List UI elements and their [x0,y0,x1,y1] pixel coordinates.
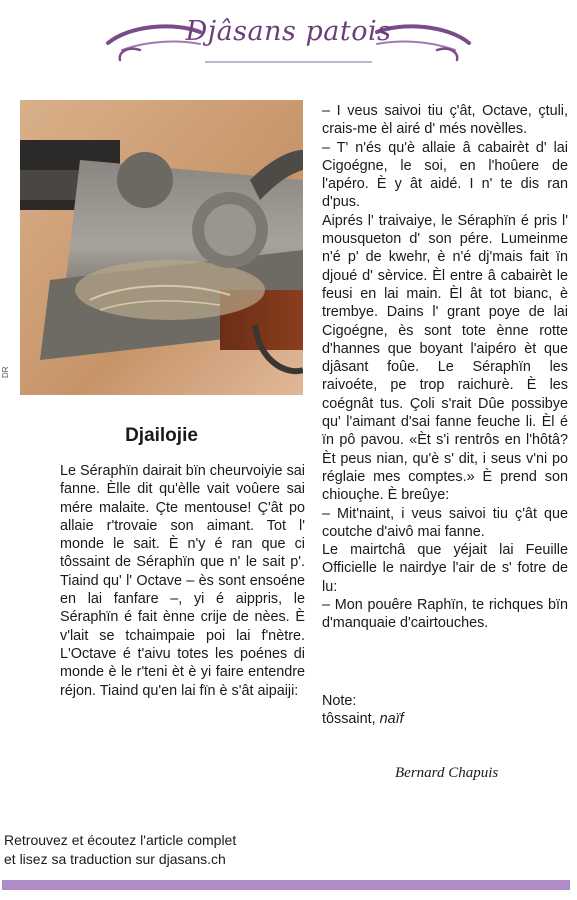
article-headline: Djailojie [125,425,198,446]
footer-promo [4,831,236,869]
author-byline: Bernard Chapuis [395,765,499,781]
footer-line-2: et lisez sa traduction sur djasans.ch [4,851,226,867]
note-separator: , [371,711,380,728]
article-paragraph: – T' n'és qu'è allaie â cabairèt d' lai Cigoégne, le soi, en l'hoûere de l'apéro. È y ât aidé. I n' te dis ran d'pus. [322,139,568,211]
photo-credit: DR [1,366,10,378]
bottom-accent-bar [2,880,570,890]
article-column-right [322,102,568,633]
article-paragraph: – I veus saivoi tiu ç'ât, Octave, çtuli, crais-me èl airé d' més novèlles. [322,103,568,138]
note-label: Note: [322,693,357,709]
page-title: Djâsans patois [185,16,392,47]
article-column-left [60,462,305,700]
article-paragraph: – Mit'naint, i veus saivoi tiu ç'ât que coutche d'aivô mai fanne. [322,505,568,540]
article-photo [20,100,303,395]
note-body [322,710,404,728]
article-note [322,692,404,729]
page-header [0,0,577,80]
footer-line-1: Retrouvez et écoutez l'article complet [4,832,237,848]
note-word: tôssaint [322,711,372,728]
article-paragraph: Le Séraphïn dairait bïn cheurvoiyie sai fanne. Èlle dit qu'èlle vait voûere sai mére malaite. Çte mentouse! Ç'ât po allaie r'trovaie son aimant. Tot l' monde le sait. È n'y é ran que ci tôssaint de Séraphïn que n' le sait p'. Tiaind qu' l' Octave – ès sont ensoéne en lai fanfare –, yi é aippris, le Séraphïn é fait ènne crije de nèes. È v'lait se tchaimpaie poi lai f'nètre. L'Octave é t'aivu totes les poénes di monde è le r'teni èt è yi faire entendre réjon. Tiaind qu'en lai fïn è s'ât aipaiji: [60,463,305,699]
rifle-illustration [20,100,303,395]
article-paragraph: Aiprés l' traivaiye, le Séraphïn é pris l' mousqueton d' son pére. Lumeinme n'é p' de kwehr, è n'é dj'mais fait ïn djoué d' sèrvice. Èl entre â cabairèt le feusi en lai main. Èl ât tot bianc, è trembye. Dains l' grant poye de lai Cigoégne, ès sont tote ènne rotte d'hannes que boyant l'aipéro èt que djâsant foûe. Le Séraphïn les raivoéte, pe trop raichurè. È les coégnât tus. Çoli s'rait Dûe possibye qu' l'aimant d'sai fanne feuche li. Èl é ïn pô pavou. «Èt s'i rentrôs en l'hôtâ? Èt peus nian, qu'è s' dit, i seus v'ni po réglaie mes comptes.» È prend son chiouçhe. È breûye: [322,212,568,504]
article-paragraph: – Mon pouêre Raphïn, te richques bïn d'manquaie d'cairtouches. [322,597,568,632]
article-paragraph: Le mairtchâ que yéjait lai Feuille Officielle le nairdye l'air de s' fotre de lu: [322,542,568,595]
note-definition: naïf [379,711,404,728]
